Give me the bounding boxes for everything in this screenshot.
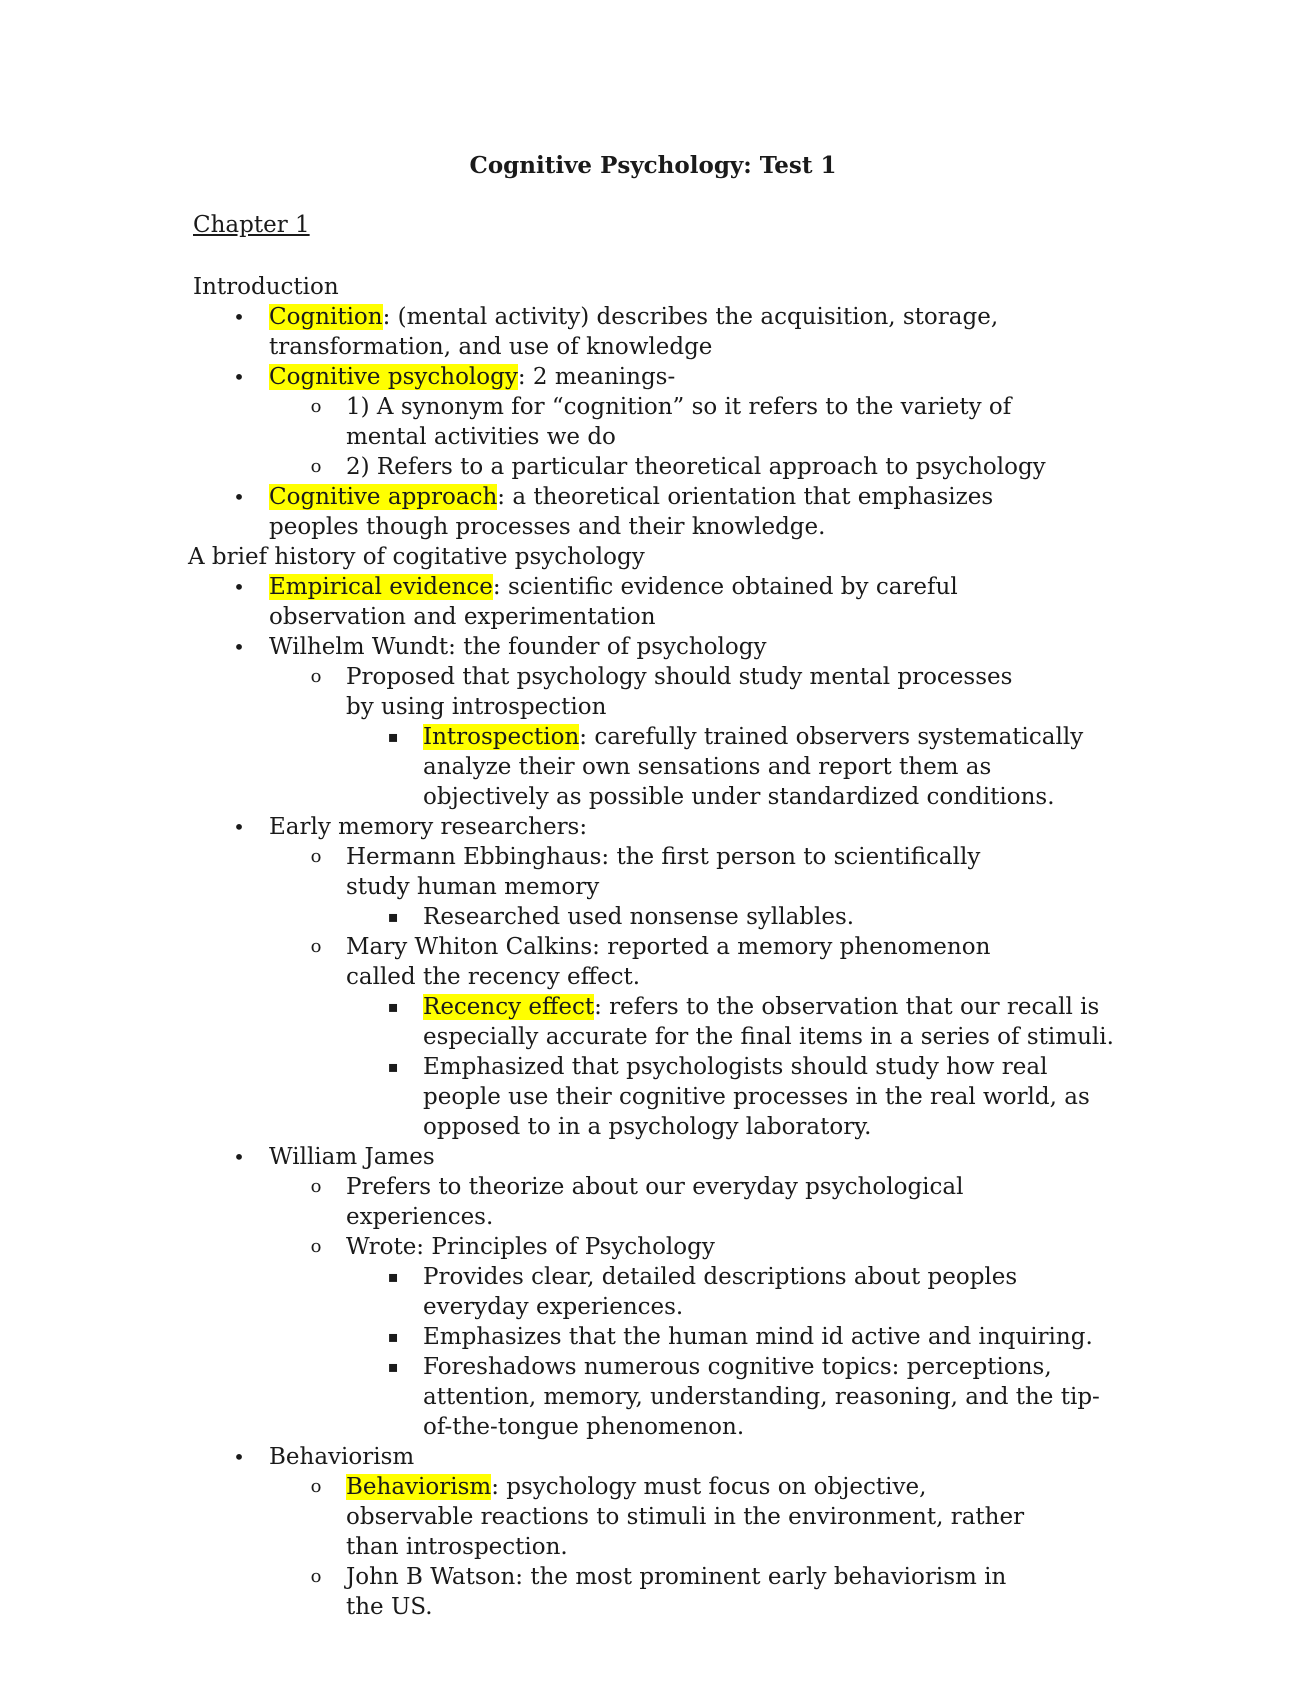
item-description: Early memory researchers: [269, 814, 588, 840]
item-description: : refers to the observation that our recall is especially accurate for the final items in a series of stimuli. [423, 994, 1114, 1050]
notes-body [188, 272, 1123, 1622]
circle-bullet-icon: o [310, 846, 322, 867]
highlighted-term: Recency effect [423, 994, 595, 1020]
list-item [193, 902, 1123, 932]
disc-bullet-icon: • [233, 815, 245, 839]
item-description: : (mental activity) describes the acquisition, storage, transformation, and use of knowledge [269, 304, 999, 360]
circle-bullet-icon: o [310, 1236, 322, 1257]
square-bullet-icon: ▪ [387, 1267, 399, 1286]
item-description: Foreshadows numerous cognitive topics: perceptions, attention, memory, understanding, reasoning, and the tip-of-the-tongue phenomenon. [423, 1354, 1100, 1440]
list-item [193, 992, 1123, 1052]
list-item-text [269, 632, 1029, 662]
item-description: Researched used nonsense syllables. [423, 904, 855, 930]
list-item-text [423, 722, 1123, 812]
list-item [193, 572, 1123, 632]
list-item [193, 1142, 1123, 1172]
circle-bullet-icon: o [310, 666, 322, 687]
list-item-text [346, 662, 1046, 722]
list-item-text [269, 482, 1029, 542]
highlighted-term: Cognition [269, 304, 383, 330]
item-description: Hermann Ebbinghaus: the first person to scientifically study human memory [346, 844, 981, 900]
document-title: Cognitive Psychology: Test 1 [469, 152, 837, 179]
list-item-text [346, 392, 1046, 452]
square-bullet-icon: ▪ [387, 1057, 399, 1076]
list-item-text [346, 1562, 1046, 1622]
list-item [193, 842, 1123, 902]
list-item-text [423, 992, 1123, 1052]
list-item [193, 362, 1123, 392]
list-item [193, 812, 1123, 842]
square-bullet-icon: ▪ [387, 727, 399, 746]
circle-bullet-icon: o [310, 936, 322, 957]
item-description: Mary Whiton Calkins: reported a memory phenomenon called the recency effect. [346, 934, 991, 990]
item-description: John B Watson: the most prominent early behaviorism in the US. [346, 1564, 1007, 1620]
list-item-text [423, 1262, 1123, 1322]
circle-bullet-icon: o [310, 456, 322, 477]
list-item [193, 1052, 1123, 1142]
disc-bullet-icon: • [233, 365, 245, 389]
circle-bullet-icon: o [310, 396, 322, 417]
list-item-text [269, 812, 1029, 842]
item-description: William James [269, 1144, 435, 1170]
circle-bullet-icon: o [310, 1566, 322, 1587]
item-description: Emphasizes that the human mind id active and inquiring. [423, 1324, 1093, 1350]
list-item [193, 632, 1123, 662]
list-item [193, 1322, 1123, 1352]
list-item-text [423, 1352, 1123, 1442]
highlighted-term: Cognitive psychology [269, 364, 518, 390]
item-description: Proposed that psychology should study mental processes by using introspection [346, 664, 1013, 720]
list-item [193, 662, 1123, 722]
highlighted-term: Empirical evidence [269, 574, 493, 600]
item-description: : psychology must focus on objective, observable reactions to stimuli in the environment, rather than introspection. [346, 1474, 1025, 1560]
list-item [193, 1232, 1123, 1262]
item-description: Wrote: Principles of Psychology [346, 1234, 715, 1260]
list-item-text [346, 1472, 1046, 1562]
disc-bullet-icon: • [233, 635, 245, 659]
highlighted-term: Cognitive approach [269, 484, 498, 510]
section-heading: Introduction [193, 274, 339, 300]
list-item-text [346, 1232, 1046, 1262]
list-item-text [269, 1142, 1029, 1172]
circle-bullet-icon: o [310, 1476, 322, 1497]
list-item-text [269, 1442, 1029, 1472]
item-description: Wilhelm Wundt: the founder of psychology [269, 634, 767, 660]
list-item [193, 482, 1123, 542]
circle-bullet-icon: o [310, 1176, 322, 1197]
list-item-text [346, 452, 1046, 482]
list-item-text [423, 1322, 1123, 1352]
square-bullet-icon: ▪ [387, 907, 399, 926]
list-item [193, 1442, 1123, 1472]
list-item [193, 932, 1123, 992]
list-item [193, 1472, 1123, 1562]
list-item [193, 452, 1123, 482]
list-item [193, 302, 1123, 362]
disc-bullet-icon: • [233, 1445, 245, 1469]
item-description: Emphasized that psychologists should study how real people use their cognitive processes in the real world, as opposed to in a psychology laboratory. [423, 1054, 1090, 1140]
list-item [193, 392, 1123, 452]
disc-bullet-icon: • [233, 575, 245, 599]
list-item [193, 1562, 1123, 1622]
list-item [193, 1352, 1123, 1442]
list-item-text [423, 1052, 1123, 1142]
list-item-text [269, 362, 1029, 392]
item-description: : a theoretical orientation that emphasizes peoples though processes and their knowledge. [269, 484, 994, 540]
highlighted-term: Introspection [423, 724, 580, 750]
list-item-text [269, 302, 1029, 362]
list-item [193, 722, 1123, 812]
square-bullet-icon: ▪ [387, 1357, 399, 1376]
item-description: : 2 meanings- [517, 364, 676, 390]
item-description: 1) A synonym for “cognition” so it refers to the variety of mental activities we do [346, 394, 1012, 450]
list-item-text [423, 902, 1123, 932]
list-item-text [346, 1172, 1046, 1232]
item-description: Prefers to theorize about our everyday psychological experiences. [346, 1174, 964, 1230]
disc-bullet-icon: • [233, 305, 245, 329]
list-item-text [269, 572, 1029, 632]
item-description: 2) Refers to a particular theoretical approach to psychology [346, 454, 1046, 480]
disc-bullet-icon: • [233, 485, 245, 509]
square-bullet-icon: ▪ [387, 997, 399, 1016]
disc-bullet-icon: • [233, 1145, 245, 1169]
list-item-text [346, 842, 1046, 902]
item-description: : scientific evidence obtained by careful observation and experimentation [269, 574, 958, 630]
section-heading: A brief history of cogitative psychology [188, 544, 645, 570]
item-description: : carefully trained observers systematically analyze their own sensations and report them as objectively as possible under standardized conditions. [423, 724, 1084, 810]
item-description: Behaviorism [269, 1444, 415, 1470]
square-bullet-icon: ▪ [387, 1327, 399, 1346]
item-description: Provides clear, detailed descriptions about peoples everyday experiences. [423, 1264, 1018, 1320]
list-item [193, 1262, 1123, 1322]
chapter-heading: Chapter 1 [193, 212, 310, 238]
list-item [193, 1172, 1123, 1232]
highlighted-term: Behaviorism [346, 1474, 492, 1500]
list-item-text [346, 932, 1046, 992]
